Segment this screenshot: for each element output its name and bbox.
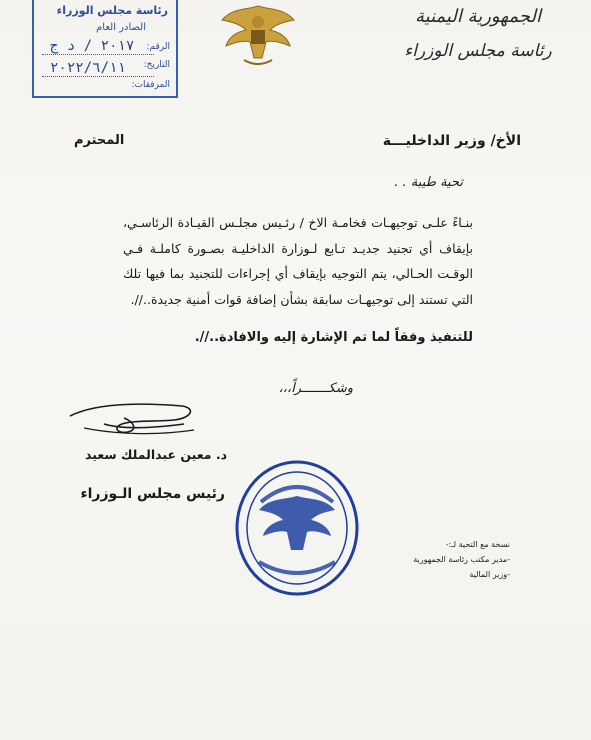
stamp-date-line xyxy=(42,76,154,77)
copies-item: -وزير المالية xyxy=(469,570,510,579)
official-seal xyxy=(233,458,361,598)
stamp-date-value: ٢٠٢٢/٦/١١ xyxy=(50,60,126,76)
letter-body: بنـاءً علـى توجيهـات فخامـة الاخ / رئـيس مجلـس القيـادة الرئاسـي، بإيقاف أي تجنيد جديـد تـابع لـوزارة الداخليـة بصـورة كاملـة فـي الوقـت الحـالي، يتم التوجيه بإيقاف أي إجراءات للتجنيد بما فيها تلك التي تستند إلى توجيهـات سابقة بشأن إضافة قوات أمنية جديدة..//. xyxy=(123,215,473,307)
republic-name: الجمهورية اليمنية xyxy=(414,6,542,27)
signatory-name: د. معين عبدالملك سعيد xyxy=(85,447,227,462)
execution-line: للتنفيذ وفقاً لما تم الإشارة إليه والافادة..//. xyxy=(194,330,473,345)
stamp-date-label: التاريخ: xyxy=(143,60,170,70)
outgoing-stamp xyxy=(32,0,178,98)
stamp-number-label: الرقم: xyxy=(146,42,170,52)
signatory-title: رئيس مجلس الـوزراء xyxy=(80,486,225,502)
letterhead xyxy=(383,6,573,61)
honorific: المحترم xyxy=(74,133,125,148)
thanks-line: وشكـــــــراً،،، xyxy=(278,381,353,396)
stamp-subtitle: الصادر العام xyxy=(96,22,146,33)
greeting: تحية طيبة . . xyxy=(394,175,463,190)
presidency-name: رئاسة مجلس الوزراء xyxy=(404,41,552,61)
stamp-attachments-label: المرفقات: xyxy=(131,80,170,90)
stamp-number-value: ٢٠١٧ / د ج xyxy=(50,38,135,54)
stamp-title: رئاسة مجلس الوزراء xyxy=(56,4,168,17)
copies-list xyxy=(400,540,510,585)
yemen-eagle-emblem-icon xyxy=(218,0,298,70)
addressee: الأخ/ وزير الداخليـــة xyxy=(382,133,521,149)
copies-heading: نسخة مع التحية لـ:- xyxy=(445,540,510,549)
handwritten-signature xyxy=(64,394,204,444)
copies-item: -مدير مكتب رئاسة الجمهورية xyxy=(413,555,510,564)
stamp-number-line xyxy=(42,54,154,55)
